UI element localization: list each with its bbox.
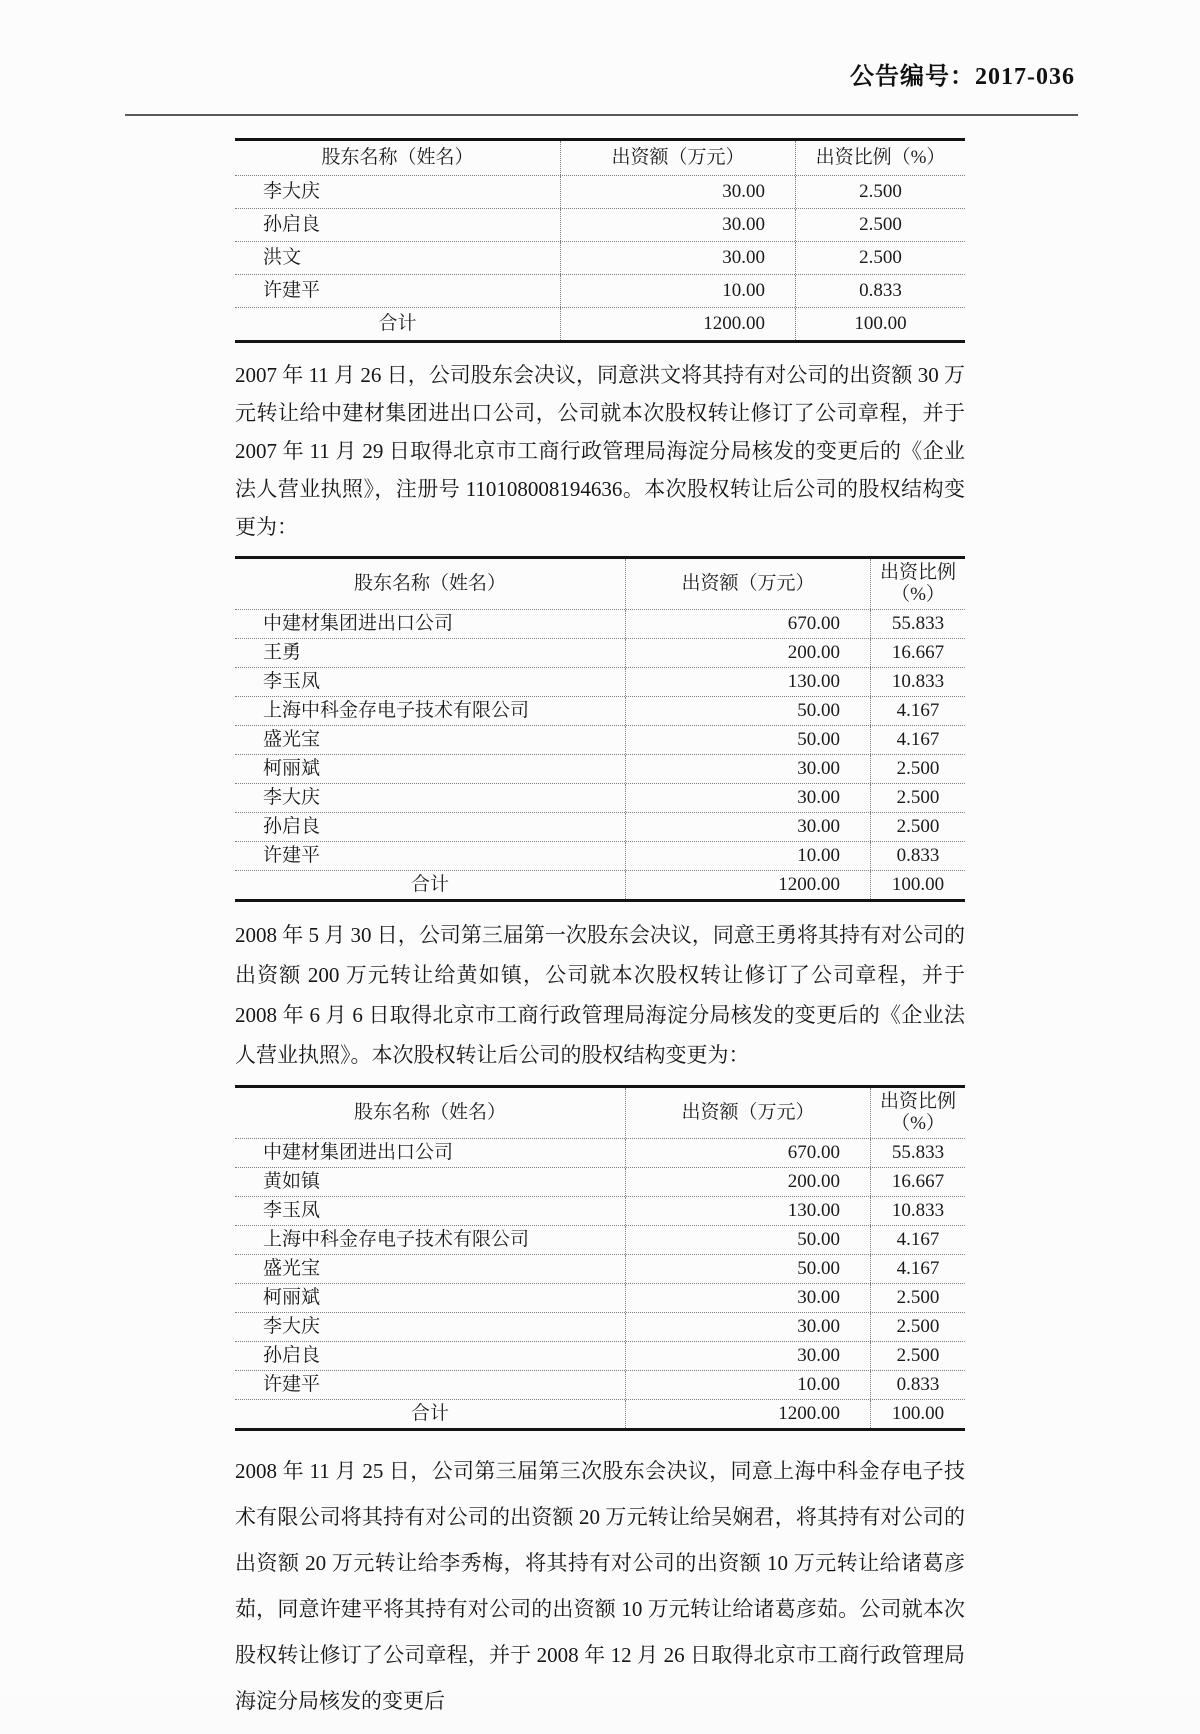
amount-cell: 50.00 [625,726,870,754]
table-row [235,175,965,208]
shareholder-table-2 [235,556,965,902]
ratio-cell: 100.00 [870,871,965,899]
ratio-cell: 2.500 [870,813,965,841]
amount-cell: 出资额（万元） [560,141,795,175]
header-divider [125,114,1078,116]
ratio-cell: 10.833 [870,668,965,696]
table-row [235,1283,965,1312]
table-row [235,696,965,725]
ratio-cell: 出资比例（%） [795,141,965,175]
ratio-cell: 2.500 [795,209,965,241]
amount-cell: 30.00 [625,1313,870,1341]
table-row [235,725,965,754]
ratio-cell: 4.167 [870,726,965,754]
shareholder-name-cell: 李大庆 [263,1315,321,1337]
shareholder-name-cell: 上海中科金存电子技术有限公司 [263,1228,530,1250]
shareholder-name-cell: 孙启良 [263,1344,321,1366]
table-total-row [235,1399,965,1428]
table-total-row [235,307,965,340]
shareholder-name-cell: 股东名称（姓名） [353,572,506,594]
shareholder-name-cell: 股东名称（姓名） [321,146,474,168]
ratio-cell: 出资比例 （%） [870,559,965,609]
amount-cell: 10.00 [625,1371,870,1399]
shareholder-name-cell: 中建材集团进出口公司 [263,1141,454,1163]
table-row [235,208,965,241]
amount-cell: 30.00 [560,176,795,208]
shareholder-name-cell: 王勇 [263,641,302,663]
paragraph-2008-05-transfer: 2008 年 5 月 30 日，公司第三届第一次股东会决议，同意王勇将其持有对公司的出资额 200 万元转让给黄如镇，公司就本次股权转让修订了公司章程，并于 2008 年 6 月 6 日取得北京市工商行政管理局海淀分局核发的变更后的《企业法人营业执照》。本次股权转让后公司的股权结构变更为： [235,923,965,1067]
amount-cell: 1200.00 [625,1400,870,1428]
ratio-cell: 55.833 [870,1139,965,1167]
amount-cell: 10.00 [625,842,870,870]
shareholder-name-cell: 李大庆 [263,786,321,808]
amount-cell: 出资额（万元） [625,1088,870,1138]
amount-cell: 130.00 [625,668,870,696]
ratio-cell: 2.500 [870,1313,965,1341]
shareholder-name-cell: 柯丽斌 [263,1286,321,1308]
ratio-cell: 16.667 [870,1168,965,1196]
ratio-cell: 2.500 [870,784,965,812]
table-row [235,1167,965,1196]
ratio-cell: 2.500 [870,1284,965,1312]
paragraph-2008-11-transfer: 2008 年 11 月 25 日，公司第三届第三次股东会决议，同意上海中科金存电子技术有限公司将其持有对公司的出资额 20 万元转让给吴娴君，将其持有对公司的出资额 20 万元转让给李秀梅，将其持有对公司的出资额 10 万元转让给诸葛彦茹，同意许建平将其持有对公司的出资额 10 万元转让给诸葛彦茹。公司就本次股权转让修订了公司章程，并于 2008 年 12 月 26 日取得北京市工商行政管理局海淀分局核发的变更后 [235,1459,965,1713]
table-row [235,841,965,870]
table-row [235,609,965,638]
table-row [235,1370,965,1399]
amount-cell: 30.00 [625,1342,870,1370]
amount-cell: 670.00 [625,610,870,638]
ratio-cell: 2.500 [870,1342,965,1370]
amount-cell: 670.00 [625,1139,870,1167]
table-row [235,783,965,812]
ratio-cell: 2.500 [795,242,965,274]
amount-cell: 50.00 [625,697,870,725]
amount-cell: 30.00 [625,784,870,812]
shareholder-name-cell: 许建平 [263,844,321,866]
table-header-row [235,559,965,609]
shareholder-name-cell: 盛光宝 [263,728,321,750]
table-row [235,667,965,696]
table-row [235,1341,965,1370]
amount-cell: 30.00 [560,209,795,241]
amount-cell: 1200.00 [560,308,795,340]
amount-cell: 1200.00 [625,871,870,899]
shareholder-name-cell: 孙启良 [263,213,321,235]
table-row [235,812,965,841]
table-row [235,1138,965,1167]
document-body [235,138,965,1734]
amount-cell: 10.00 [560,275,795,307]
shareholder-name-cell: 许建平 [263,1373,321,1395]
ratio-cell: 4.167 [870,697,965,725]
shareholder-name-cell: 合计 [410,1402,449,1424]
shareholder-name-cell: 股东名称（姓名） [353,1101,506,1123]
announcement-number: 公告编号：2017-036 [850,64,1075,90]
ratio-cell: 16.667 [870,639,965,667]
shareholder-name-cell: 洪文 [263,246,302,268]
ratio-cell: 2.500 [870,755,965,783]
amount-cell: 出资额（万元） [625,559,870,609]
ratio-cell: 0.833 [870,842,965,870]
ratio-cell: 100.00 [870,1400,965,1428]
ratio-cell: 0.833 [795,275,965,307]
ratio-cell: 出资比例 （%） [870,1088,965,1138]
table-row [235,1312,965,1341]
ratio-cell: 55.833 [870,610,965,638]
amount-cell: 130.00 [625,1197,870,1225]
ratio-cell: 0.833 [870,1371,965,1399]
shareholder-name-cell: 李大庆 [263,180,321,202]
table-row [235,1225,965,1254]
table-row [235,241,965,274]
shareholder-name-cell: 李玉凤 [263,670,321,692]
amount-cell: 200.00 [625,1168,870,1196]
shareholder-name-cell: 合计 [410,873,449,895]
table-row [235,1254,965,1283]
shareholder-table-3 [235,1085,965,1431]
table-header-row [235,1088,965,1138]
table-row [235,274,965,307]
shareholder-name-cell: 中建材集团进出口公司 [263,612,454,634]
table-row [235,638,965,667]
shareholder-name-cell: 上海中科金存电子技术有限公司 [263,699,530,721]
ratio-cell: 100.00 [795,308,965,340]
shareholder-table-1 [235,138,965,343]
amount-cell: 50.00 [625,1226,870,1254]
amount-cell: 50.00 [625,1255,870,1283]
table-row [235,754,965,783]
amount-cell: 30.00 [560,242,795,274]
amount-cell: 30.00 [625,813,870,841]
amount-cell: 30.00 [625,755,870,783]
shareholder-name-cell: 黄如镇 [263,1170,321,1192]
shareholder-name-cell: 合计 [378,312,417,334]
shareholder-name-cell: 孙启良 [263,815,321,837]
ratio-cell: 10.833 [870,1197,965,1225]
table-header-row [235,141,965,175]
shareholder-name-cell: 许建平 [263,279,321,301]
shareholder-name-cell: 盛光宝 [263,1257,321,1279]
ratio-cell: 2.500 [795,176,965,208]
ratio-cell: 4.167 [870,1255,965,1283]
table-total-row [235,870,965,899]
table-row [235,1196,965,1225]
shareholder-name-cell: 柯丽斌 [263,757,321,779]
amount-cell: 30.00 [625,1284,870,1312]
ratio-cell: 4.167 [870,1226,965,1254]
paragraph-2007-transfer: 2007 年 11 月 26 日，公司股东会决议，同意洪文将其持有对公司的出资额 30 万元转让给中建材集团进出口公司，公司就本次股权转让修订了公司章程，并于 2007 年 11 月 29 日取得北京市工商行政管理局海淀分局核发的变更后的《企业法人营业执照》，注册号 110108008194636。本次股权转让后公司的股权结构变更为： [235,363,965,539]
amount-cell: 200.00 [625,639,870,667]
shareholder-name-cell: 李玉凤 [263,1199,321,1221]
